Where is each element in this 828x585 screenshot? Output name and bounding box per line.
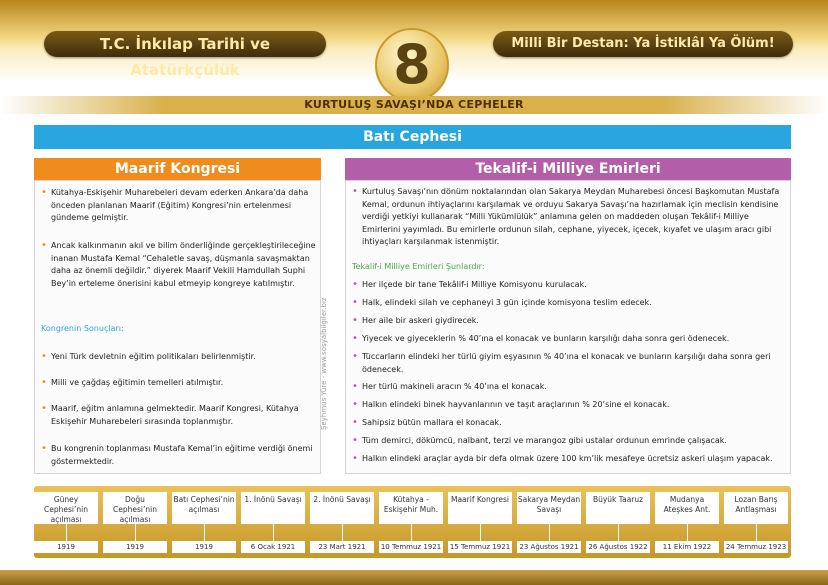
timeline-date: 23 Mart 1921 [310, 541, 374, 553]
timeline-connector [66, 524, 67, 541]
maarif-congress-panel [34, 180, 321, 474]
timeline-event: Büyük Taaruz [586, 492, 650, 524]
course-title: T.C. İnkılap Tarihi ve Atatürkçülük [44, 31, 326, 57]
result-item: • Bu kongrenin toplanması Mustafa Kemal’in eğitime verdiği önemi göstermektedir. [41, 443, 317, 468]
maarif-congress-heading: Maarif Kongresi [34, 158, 321, 180]
timeline-event: Kütahya - Eskişehir Muh. [379, 492, 443, 524]
tekalif-item: • Her aile bir askeri giydirecek. [352, 315, 788, 328]
timeline-date: 6 Ocak 1921 [241, 541, 305, 553]
timeline-date: 11 Ekim 1922 [655, 541, 719, 553]
timeline-event: Lozan Barış Antlaşması [724, 492, 788, 524]
unit-number-badge: 8 [375, 28, 449, 102]
unit-motto: Milli Bir Destan: Ya İstiklâl Ya Ölüm! [493, 31, 793, 57]
timeline-event: 2. İnönü Savaşı [310, 492, 374, 524]
author-watermark [316, 240, 336, 440]
tekalif-item: • Yiyecek ve giyeceklerin % 40’ına el konacak ve bunların karşılığı daha sonra geri ödenecek. [352, 333, 788, 346]
section-title: KURTULUŞ SAVAŞI’NDA CEPHELER [304, 98, 524, 111]
timeline-connector [687, 524, 688, 541]
timeline-connector [273, 524, 274, 541]
tekalif-intro: • Kurtuluş Savaşı’nın dönüm noktalarından olan Sakarya Meydan Muharebesi öncesi Başkomutan Mustafa Kemal, ordunun ihtiyaçlarını karşılamak ve orduyu Sakarya Savaşı’na hazırlamak için meclisin kendisine verdiği yetkiyi kullanarak “Milli Yükümlülük” anlamına gelen on maddeden oluşan Tekâlif-i Milliye Emirlerini yayımladı. Bu emirlerle ordunun silah, cephane, yiyecek, içecek, kıyafet ve ulaşım aracı gibi ihtiyaçları karşılanmak istenmiştir. [352, 186, 788, 249]
timeline-date: 23 Ağustos 1921 [517, 541, 581, 553]
timeline-date: 1919 [172, 541, 236, 553]
tekalif-item: • Her türlü makineli aracın % 40’ına el konacak. [352, 381, 788, 394]
timeline-connector [618, 524, 619, 541]
tekalif-list-title: Tekalif-i Milliye Emirleri Şunlardır: [352, 262, 485, 271]
timeline-date: 1919 [103, 541, 167, 553]
tekalif-item: • Halkın elindeki araçlar ayda bir defa olmak üzere 100 km’lik mesafeye ücretsiz askeri ulaşım yapacak. [352, 453, 788, 466]
tekalif-item: • Tüccarların elindeki her türlü giyim eşyasının % 40’ına el konacak ve bunların karşılığı daha sonra geri ödenecek. [352, 351, 788, 376]
tekalif-heading: Tekalif-i Milliye Emirleri [345, 158, 791, 180]
timeline-connector [204, 524, 205, 541]
tekalif-panel [345, 180, 791, 474]
footer-strip [0, 570, 828, 585]
maarif-paragraph-2: • Ancak kalkınmanın akıl ve bilim önderliğinde gerçekleştirileceğine inanan Mustafa Kemal “Cehaletle savaş, düşmanla savaşmaktan daha az önemli değildir.” diyerek Maarif Vekili Hamdullah Suphi Bey’in erteleme önerisini kabul etmeyip kongreye katılmıştır. [41, 240, 317, 290]
tekalif-item: • Halkın elindeki binek hayvanlarının ve taşıt araçlarının % 20’sine el konacak. [352, 399, 788, 412]
timeline-event: Doğu Cephesi’nin açılması [103, 492, 167, 524]
tekalif-item: • Sahipsiz bütün mallara el konacak. [352, 417, 788, 430]
timeline-event: Sakarya Meydan Savaşı [517, 492, 581, 524]
result-item: • Yeni Türk devletnin eğitim politikaları belirlenmiştir. [41, 351, 317, 364]
watermark-text: Şeyhmus Yüre - www.sosyalbilgiler.biz [320, 297, 328, 430]
tekalif-item: • Halk, elindeki silah ve cephaneyi 3 gün içinde komisyona teslim edecek. [352, 297, 788, 310]
tekalif-item: • Her ilçede bir tane Tekâlif-i Milliye Komisyonu kurulacak. [352, 279, 788, 292]
result-item: • Milli ve çağdaş eğitimin temelleri atılmıştır. [41, 377, 317, 390]
timeline-connector [480, 524, 481, 541]
timeline-event: Batı Cephesi’nin açılması [172, 492, 236, 524]
timeline-date: 26 Ağustos 1922 [586, 541, 650, 553]
timeline-connector [342, 524, 343, 541]
timeline-event: 1. İnönü Savaşı [241, 492, 305, 524]
timeline-event: Güney Cephesi’nin açılması [34, 492, 98, 524]
timeline-date: 1919 [34, 541, 98, 553]
timeline-connector [411, 524, 412, 541]
timeline-connector [135, 524, 136, 541]
timeline-event: Mudanya Ateşkes Ant. [655, 492, 719, 524]
result-item: • Maarif, eğitm anlamına gelmektedir. Maarif Kongresi, Kütahya Eskişehir Muharebeleri sırasında toplanmıştır. [41, 403, 317, 428]
timeline-connector [756, 524, 757, 541]
timeline-date: 24 Temmuz 1923 [725, 543, 787, 551]
timeline-date: 15 Temmuz 1921 [449, 543, 511, 551]
front-title: Batı Cephesi [34, 125, 791, 149]
results-title: Kongrenin Sonuçları: [41, 324, 124, 333]
timeline-connector [549, 524, 550, 541]
timeline-date: 10 Temmuz 1921 [380, 543, 442, 551]
timeline-event: Maarif Kongresi [448, 492, 512, 524]
maarif-paragraph-1: • Kütahya-Eskişehir Muharebeleri devam ederken Ankara’da daha önceden planlanan Maarif (Eğitim) Kongresi’nin ertelenmesi gündeme gelmiştir. [41, 187, 317, 225]
tekalif-item: • Tüm demirci, dökümcü, nalbant, terzi ve marangoz gibi ustalar ordunun emrinde çalışacak. [352, 435, 788, 448]
